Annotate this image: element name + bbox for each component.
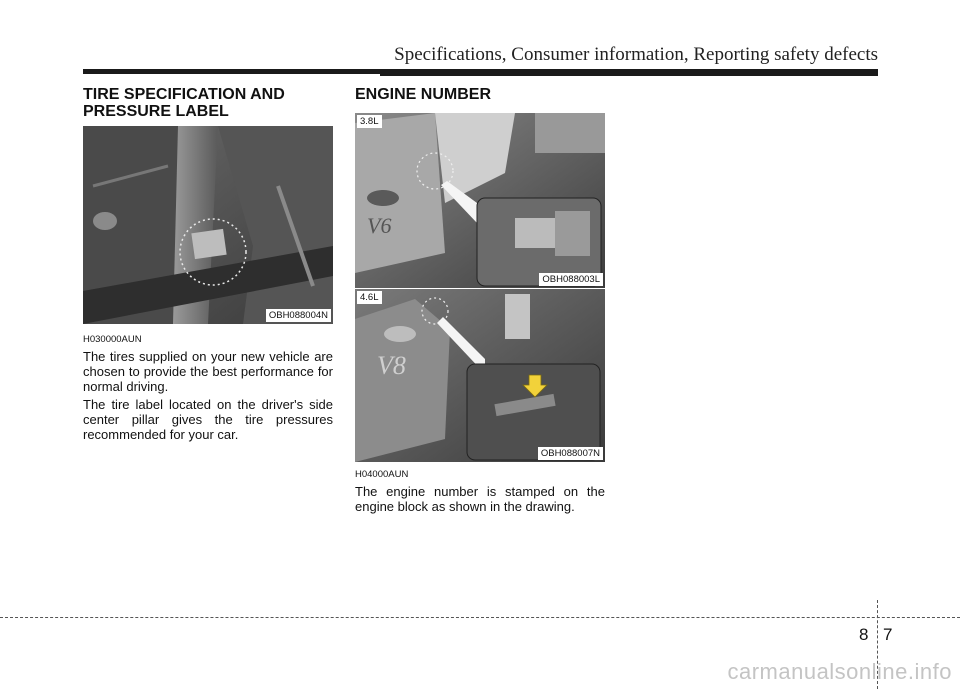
tire-paragraph-2: The tire label located on the driver's side center pillar gives the tire pressures recommended for your car. <box>83 397 333 442</box>
footer-dashed-rule <box>0 617 960 618</box>
engine-ref-code: H04000AUN <box>355 469 409 480</box>
engine-top-photo-code: OBH088003L <box>539 273 603 286</box>
header-title: Specifications, Consumer information, Reporting safety defects <box>394 44 878 65</box>
engine-bottom-variant-label: 4.6L <box>357 291 382 304</box>
page-number: 7 <box>883 625 893 644</box>
tire-label-section-title <box>83 86 285 120</box>
engine-3-8-illustration <box>355 113 605 288</box>
header-rule-accent <box>380 69 878 76</box>
svg-text:V8: V8 <box>377 351 406 380</box>
engine-top-variant-label: 3.8L <box>357 115 382 128</box>
tire-ref-code: H030000AUN <box>83 334 142 345</box>
tire-label-title-line2: PRESSURE LABEL <box>83 103 229 120</box>
tire-paragraph-1: The tires supplied on your new vehicle are chosen to provide the best performance for normal driving. <box>83 349 333 394</box>
engine-bottom-photo-code: OBH088007N <box>538 447 603 460</box>
door-pillar-illustration <box>83 126 333 324</box>
tire-label-photo <box>83 126 333 324</box>
engine-4-6-photo <box>355 289 605 462</box>
tire-photo-code: OBH088004N <box>266 309 331 322</box>
engine-4-6-illustration <box>355 289 605 462</box>
watermark: carmanualsonline.info <box>727 659 952 684</box>
engine-3-8-photo <box>355 113 605 288</box>
svg-text:V6: V6 <box>367 213 392 238</box>
engine-number-section-title: ENGINE NUMBER <box>355 86 492 103</box>
engine-paragraph: The engine number is stamped on the engine block as shown in the drawing. <box>355 484 605 514</box>
chapter-number: 8 <box>859 625 869 644</box>
tire-label-title-line1: TIRE SPECIFICATION AND <box>83 86 285 103</box>
